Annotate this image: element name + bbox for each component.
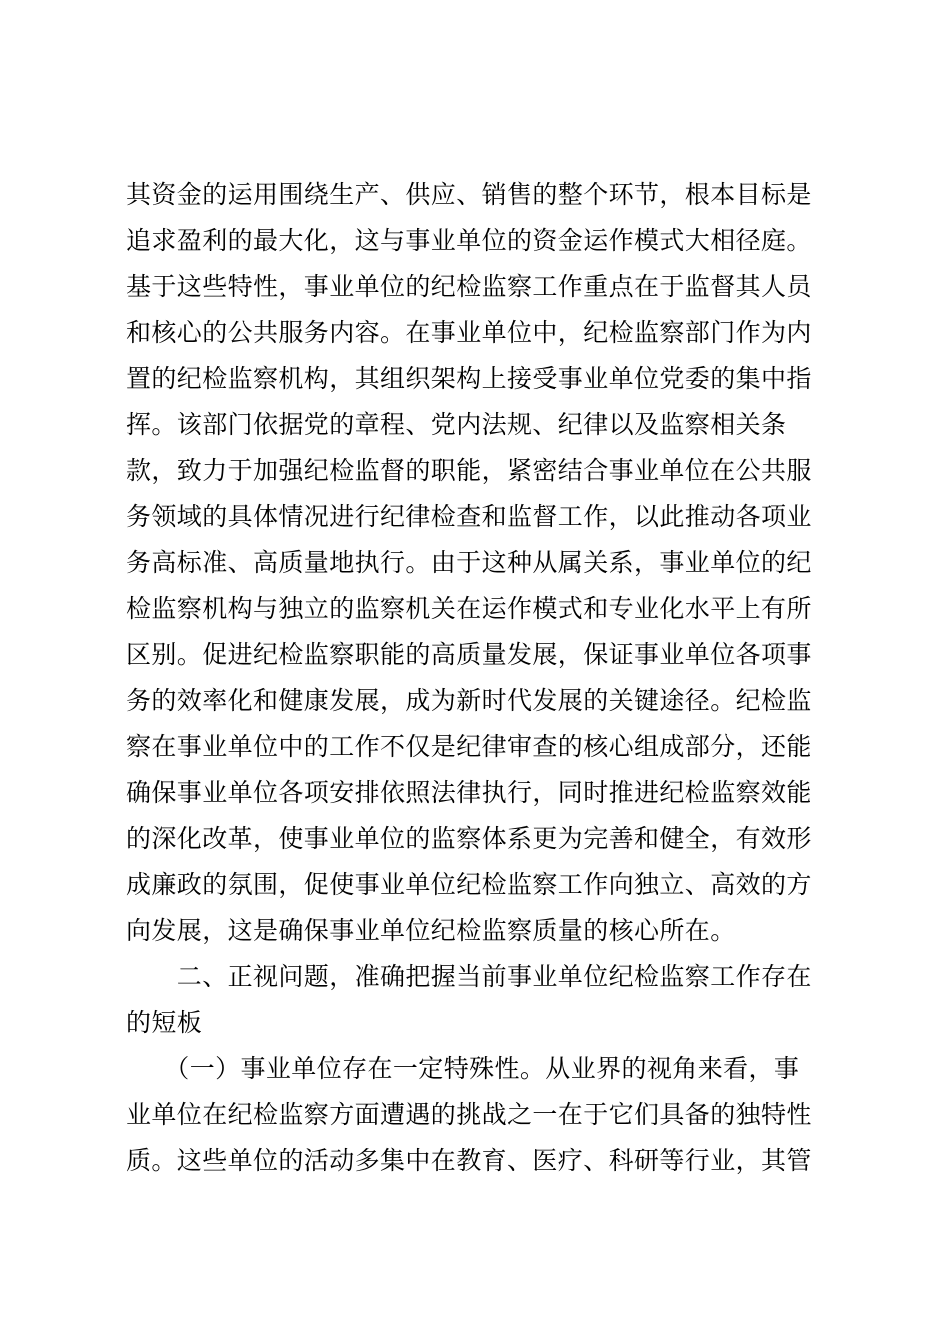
text-line: 察在事业单位中的工作不仅是纪律审查的核心组成部分，还能 [126, 732, 812, 761]
text-line: 务的效率化和健康发展，成为新时代发展的关键途径。纪检监 [126, 686, 812, 715]
text-line: 和核心的公共服务内容。在事业单位中，纪检监察部门作为内 [126, 318, 812, 347]
text-line: 基于这些特性，事业单位的纪检监察工作重点在于监督其人员 [126, 272, 812, 301]
text-line: 质。这些单位的活动多集中在教育、医疗、科研等行业，其管 [126, 1146, 812, 1175]
text-line: 挥。该部门依据党的章程、党内法规、纪律以及监察相关条 [126, 410, 787, 439]
text-line: 款，致力于加强纪检监督的职能，紧密结合事业单位在公共服 [126, 456, 812, 485]
text-line: 其资金的运用围绕生产、供应、销售的整个环节，根本目标是 [126, 180, 812, 209]
text-line: 确保事业单位各项安排依照法律执行，同时推进纪检监察效能 [126, 778, 812, 807]
text-line: 区别。促进纪检监察职能的高质量发展，保证事业单位各项事 [126, 640, 812, 669]
text-line: 向发展，这是确保事业单位纪检监察质量的核心所在。 [126, 916, 736, 945]
text-line: 置的纪检监察机构，其组织架构上接受事业单位党委的集中指 [126, 364, 812, 393]
text-line: 务高标准、高质量地执行。由于这种从属关系，事业单位的纪 [126, 548, 812, 577]
section-heading-line: 的短板 [126, 1008, 203, 1037]
text-line: 成廉政的氛围，促使事业单位纪检监察工作向独立、高效的方 [126, 870, 812, 899]
text-line: 的深化改革，使事业单位的监察体系更为完善和健全，有效形 [126, 824, 812, 853]
text-line: （一）事业单位存在一定特殊性。从业界的视角来看，事 [126, 1054, 800, 1083]
body-text [126, 172, 826, 1184]
text-line: 追求盈利的最大化，这与事业单位的资金运作模式大相径庭。 [126, 226, 812, 255]
text-line: 检监察机构与独立的监察机关在运作模式和专业化水平上有所 [126, 594, 812, 623]
section-heading-line: 二、正视问题，准确把握当前事业单位纪检监察工作存在 [126, 962, 812, 991]
text-line: 务领域的具体情况进行纪律检查和监督工作，以此推动各项业 [126, 502, 812, 531]
text-line: 业单位在纪检监察方面遭遇的挑战之一在于它们具备的独特性 [126, 1100, 812, 1129]
